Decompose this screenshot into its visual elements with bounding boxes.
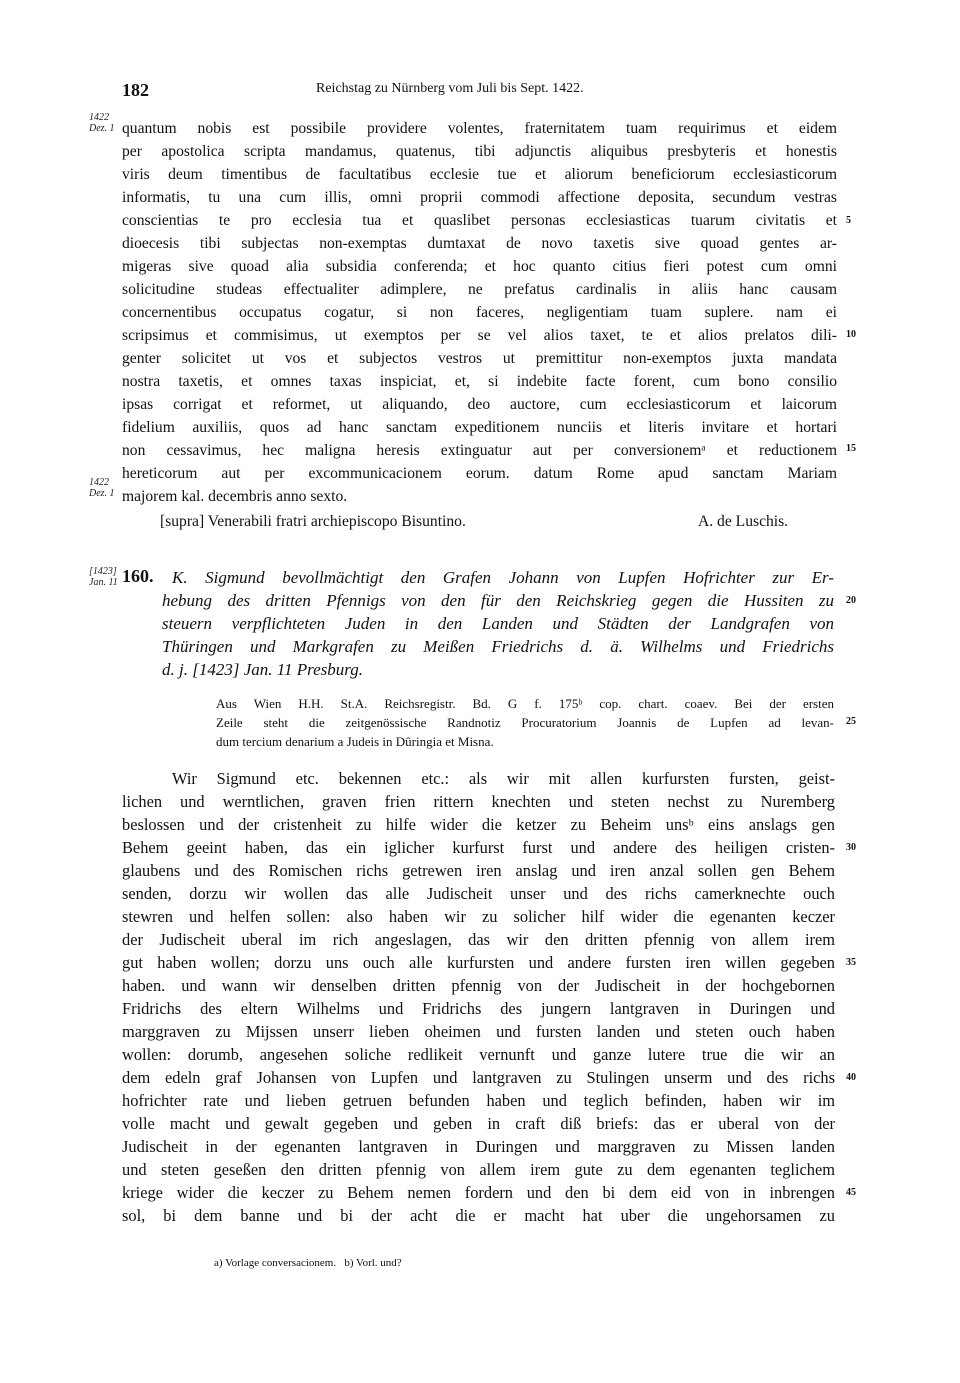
line-number-20: 20	[846, 595, 856, 606]
line-number-5: 5	[846, 215, 851, 226]
text-line: ipsas corrigat et reformet, ut aliquando, deo auctore, cum ecclesiasticorum et laicorum	[122, 396, 837, 413]
heading-line: d. j. [1423] Jan. 11 Presburg.	[162, 660, 364, 679]
text-line: conscientias te pro ecclesia tua et quaslibet personas ecclesiasticas tuarum civitatis et	[122, 212, 837, 229]
body-line: stewren und helfen sollen: also haben wir zu solicher hilf wider die egenanten keczer	[122, 907, 835, 926]
body-line: wollen: dorumb, angesehen soliche redlikeit vernunft und ganze lutere true die wir an	[122, 1045, 835, 1064]
document-number: 160.	[122, 566, 154, 586]
line-number-15: 15	[846, 443, 856, 454]
body-line: lichen und werntlichen, graven frien rittern knechten und steten nechst zu Nuremberg	[122, 792, 835, 811]
body-line: glaubens und des Romischen richs getrewen iren anslag und iren anzal sollen gen Behem	[122, 861, 835, 880]
line-number-30: 30	[846, 842, 856, 853]
heading-line: Thüringen und Markgrafen zu Meißen Friedrichs d. ä. Wilhelms und Friedrichs	[162, 637, 834, 656]
text-line: genter solicitet ut vos et subjectos vestros ut premittitur non-exemptos juxta mandata	[122, 350, 837, 367]
line-number-40: 40	[846, 1072, 856, 1083]
text-line: viris deum timentibus de facultatibus ecclesie tue et aliorum beneficiorum ecclesiasticorum	[122, 166, 837, 183]
source-line: Zeile steht die zeitgenössische Randnotiz Procuratorium Joannis de Lupfen ad levan-	[216, 715, 834, 730]
body-line: haben. und wann wir denselben dritten pfennig von der Judischeit in der hochgebornen	[122, 976, 835, 995]
line-number-10: 10	[846, 329, 856, 340]
body-line: senden, dorzu wir wollen das alle Judischeit unser und des richs camerknechte ouch	[122, 884, 835, 903]
body-line: hofrichter rate und lieben getruen befunden haben und teglich befinden, haben wir im	[122, 1091, 835, 1110]
page-number: 182	[122, 80, 149, 100]
body-line: volle macht und gewalt gegeben und geben in craft diß briefs: das er uberal von der	[122, 1114, 835, 1133]
text-line: dioecesis tibi subjectas non-exemptas dumtaxat de novo taxetis sive quoad gentes ar-	[122, 235, 837, 252]
signature: A. de Luschis.	[698, 513, 789, 530]
text-line: majorem kal. decembris anno sexto.	[122, 488, 348, 505]
text-line: informatis, tu una cum illis, omni proprii commodi affectione deposita, secundum vestras	[122, 189, 837, 206]
body-line: sol, bi dem banne und bi der acht die er macht hat uber die ungehorsamen zu	[122, 1206, 835, 1225]
running-title: Reichstag zu Nürnberg vom Juli bis Sept. 1422.	[316, 81, 584, 96]
text-line: concernentibus occupatus cogatur, si non faceres, negligentiam tuam suplere. nam ei	[122, 304, 837, 321]
heading-line: K. Sigmund bevollmächtigt den Grafen Johann von Lupfen Hofrichter zur Er-	[172, 568, 834, 587]
heading-line: steuern verpflichteten Juden in den Landen und Städten der Landgrafen von	[162, 614, 834, 633]
footnotes: a) Vorlage conversacionem. b) Vorl. und?	[214, 1257, 402, 1269]
text-line: migeras sive quoad alia subsidia conferenda; et hoc quanto citius fieri potest cum omni	[122, 258, 837, 275]
margin-date-1: 1422 Dez. 1	[89, 112, 115, 134]
body-line: gut haben wollen; dorzu uns ouch alle kurfursten und andere fursten iren willen gegeben	[122, 953, 835, 972]
heading-line: hebung des dritten Pfennigs von den für den Reichskrieg gegen die Hussiten zu	[162, 591, 834, 610]
margin-date-2: 1422 Dez. 1	[89, 477, 115, 499]
text-line: hereticorum aut per excommunicacionem eorum. datum Rome apud sanctam Mariam	[122, 465, 837, 482]
line-number-25: 25	[846, 716, 856, 727]
address-line: [supra] Venerabili fratri archiepiscopo Bisuntino.	[160, 513, 466, 530]
body-line: Fridrichs des eltern Wilhelms und Fridrichs des jungern lantgraven in Duringen und	[122, 999, 835, 1018]
text-line: quantum nobis est possibile providere volentes, fraternitatem tuam requirimus et eidem	[122, 120, 837, 137]
body-line: der Judischeit uberal im rich angeslagen, das wir den dritten pfennig von allem irem	[122, 930, 835, 949]
body-line: dem edeln graf Johansen von Lupfen und lantgraven zu Stulingen unserm und des richs	[122, 1068, 835, 1087]
body-line: marggraven zu Mijssen unserr lieben oheimen und fursten landen und steten ouch haben	[122, 1022, 835, 1041]
margin-date-3: [1423] Jan. 11	[89, 566, 118, 588]
text-line: non cessavimus, hec maligna heresis extinguatur aut per conversionemᵃ et reductionem	[122, 442, 837, 459]
body-line: beslossen und der cristenheit zu hilfe wider die ketzer zu Beheim unsᵇ eins anslags gen	[122, 815, 835, 834]
body-line: Behem geeint haben, das ein iglicher kurfurst furst und andere des heiligen cristen-	[122, 838, 835, 857]
text-line: scripsimus et commisimus, ut exemptos per se vel alios taxet, te et alios prelatos dili-	[122, 327, 837, 344]
text-line: solicitudine studeas effectualiter adimplere, ne prefatus cardinalis in aliis hanc causam	[122, 281, 837, 298]
body-line: und steten geseßen den dritten pfennig von allem irem gute zu dem egenanten teglichem	[122, 1160, 835, 1179]
body-line: Judischeit in der egenanten lantgraven in Duringen und marggraven zu Missen landen	[122, 1137, 835, 1156]
text-line: per apostolica scripta mandamus, quatenus, tibi adjunctis aliquibus presbyteris et honestis	[122, 143, 837, 160]
line-number-45: 45	[846, 1187, 856, 1198]
body-line: Wir Sigmund etc. bekennen etc.: als wir mit allen kurfursten fursten, geist-	[172, 769, 835, 788]
text-line: fidelium auxiliis, quos ad hanc sanctam expeditionem nunciis et literis invitare et hortari	[122, 419, 837, 436]
text-line: nostra taxetis, et omnes taxas inspiciat, et, si indebite facte forent, cum bono consilio	[122, 373, 837, 390]
source-line: Aus Wien H.H. St.A. Reichsregistr. Bd. G f. 175ᵇ cop. chart. coaev. Bei der ersten	[216, 696, 834, 711]
line-number-35: 35	[846, 957, 856, 968]
body-line: kriege wider die keczer zu Behem nemen fordern und den bi dem eid von in inbrengen	[122, 1183, 835, 1202]
source-line: dum tercium denarium a Judeis in Dûringia et Misna.	[216, 734, 494, 749]
